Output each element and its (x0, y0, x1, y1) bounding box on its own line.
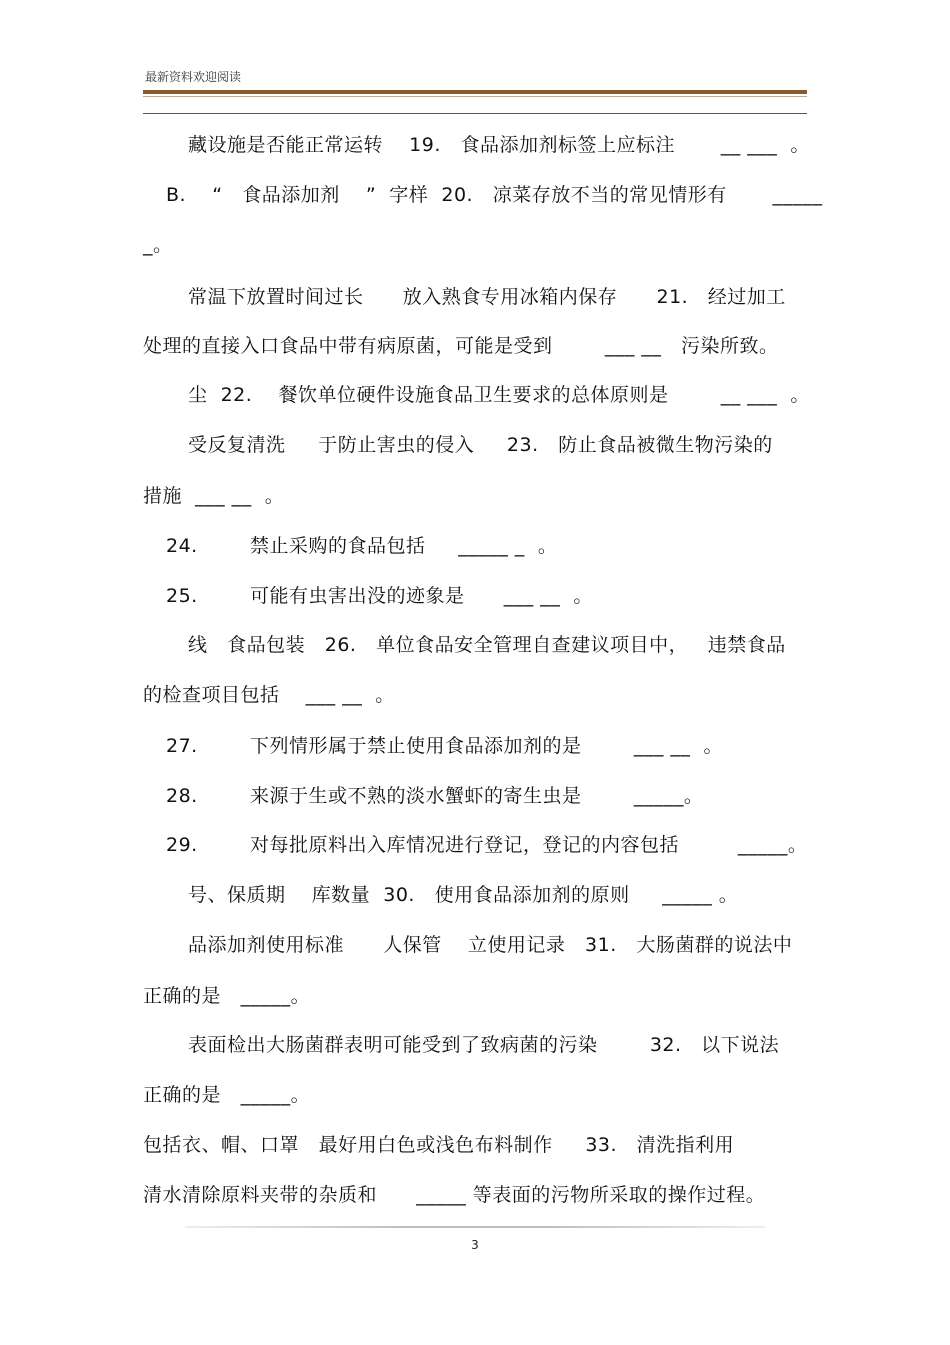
text-line: 清水清除原料夹带的杂质和 _____ 等表面的污物所采取的操作过程。 (143, 1184, 766, 1206)
text-line: _。 (143, 234, 173, 256)
text-line: 包括衣、帽、口罩 最好用白色或浅色布料制作 33. 清洗指利用 (143, 1134, 735, 1156)
text-line: 常温下放置时间过长 放入熟食专用冰箱内保存 21. 经过加工 (188, 286, 786, 308)
text-line: 藏设施是否能正常运转 19. 食品添加剂标签上应标注 __ ___ 。 (188, 134, 810, 156)
header-rule-thick (143, 90, 807, 94)
text-line: B. “ 食品添加剂 ” 字样 20. 凉菜存放不当的常见情形有 _____ (166, 184, 823, 206)
text-line: 正确的是 _____。 (143, 985, 311, 1007)
text-line: 处理的直接入口食品中带有病原菌，可能是受到 ___ __ 污染所致。 (143, 335, 779, 357)
header-text: 最新资料欢迎阅读 (145, 70, 242, 84)
text-line: 24. 禁止采购的食品包括 _____ _ 。 (166, 535, 558, 557)
text-line: 表面检出大肠菌群表明可能受到了致病菌的污染 32. 以下说法 (188, 1034, 780, 1056)
text-line: 28. 来源于生或不熟的淡水蟹虾的寄生虫是 _____。 (166, 785, 704, 807)
page-number: 3 (471, 1238, 479, 1252)
text-line: 品添加剂使用标准 人保管 立使用记录 31. 大肠菌群的说法中 (188, 934, 793, 956)
text-line: 线 食品包装 26. 单位食品安全管理自查建议项目中， 违禁食品 (188, 634, 786, 656)
header-rule-thin (143, 96, 807, 97)
text-line: 尘 22. 餐饮单位硬件设施食品卫生要求的总体原则是 __ ___ 。 (188, 384, 810, 406)
text-line: 号、保质期 库数量 30. 使用食品添加剂的原则 _____ 。 (188, 884, 739, 906)
text-line: 27. 下列情形属于禁止使用食品添加剂的是 ___ __ 。 (166, 735, 723, 757)
footer-rule (185, 1226, 765, 1228)
header-rule-lower (143, 113, 807, 114)
text-line: 正确的是 _____。 (143, 1084, 311, 1106)
text-line: 的检查项目包括 ___ __ 。 (143, 684, 395, 706)
text-line: 措施 ___ __ 。 (143, 485, 285, 507)
text-line: 29. 对每批原料出入库情况进行登记，登记的内容包括 _____。 (166, 834, 808, 856)
text-line: 25. 可能有虫害出没的迹象是 ___ __ 。 (166, 585, 593, 607)
text-line: 受反复清洗 于防止害虫的侵入 23. 防止食品被微生物污染的 (188, 434, 773, 456)
